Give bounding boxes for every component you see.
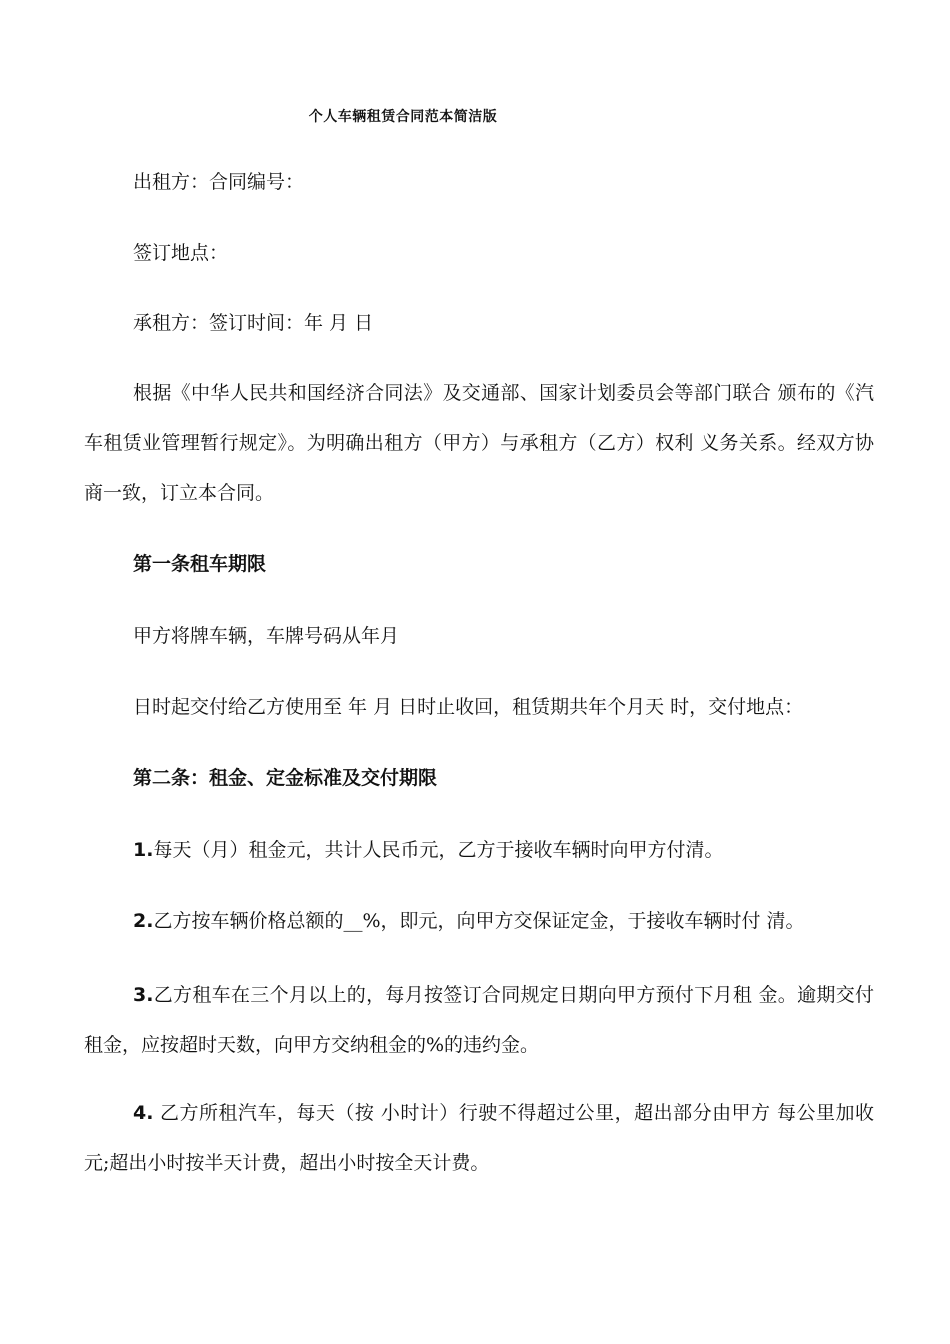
article1-heading: 第一条租车期限 [133, 553, 267, 575]
article2-item-2 [133, 909, 805, 933]
item-number: 2. [133, 910, 154, 932]
document-title: 个人车辆租赁合同范本简洁版 [308, 109, 498, 125]
lessor-line: 出租方：合同编号： [133, 171, 305, 193]
item-text: 乙方所租汽车，每天（按 小时计）行驶不得超过公里，超出部分由甲方 每公里加收元;超出小时按半天计费，超出小时按全天计费。 [84, 1102, 874, 1174]
item-number: 1. [133, 839, 154, 861]
sign-place-line: 签订地点： [133, 242, 229, 264]
item-text: 乙方租车在三个月以上的，每月按签订合同规定日期向甲方预付下月租 金。逾期交付租金，应按超时天数，向甲方交纳租金的%的违约金。 [84, 984, 874, 1056]
preamble-paragraph: 根据《中华人民共和国经济合同法》及交通部、国家计划委员会等部门联合 颁布的《汽车租赁业管理暂行规定》。为明确出租方（甲方）与承租方（乙方）权利 义务关系。经双方协商一致，订立本合同。 [84, 382, 874, 504]
article1-line2: 日时起交付给乙方使用至 年 月 日时止收回，租赁期共年个月天 时，交付地点： [133, 696, 804, 718]
item-text: 乙方按车辆价格总额的__%，即元，向甲方交保证定金，于接收车辆时付 清。 [153, 910, 805, 932]
article2-heading: 第二条：租金、定金标准及交付期限 [133, 767, 438, 789]
article1-line1: 甲方将牌车辆，车牌号码从年月 [133, 625, 400, 647]
item-number: 4. [133, 1102, 154, 1124]
item-text: 每天（月）租金元，共计人民币元，乙方于接收车辆时向甲方付清。 [153, 839, 724, 861]
item-number: 3. [133, 984, 154, 1006]
article2-item-1 [133, 838, 723, 862]
article2-item-3 [84, 970, 874, 1070]
article2-item-4 [84, 1088, 874, 1188]
lessee-line: 承租方：签订时间：年 月 日 [133, 312, 374, 334]
